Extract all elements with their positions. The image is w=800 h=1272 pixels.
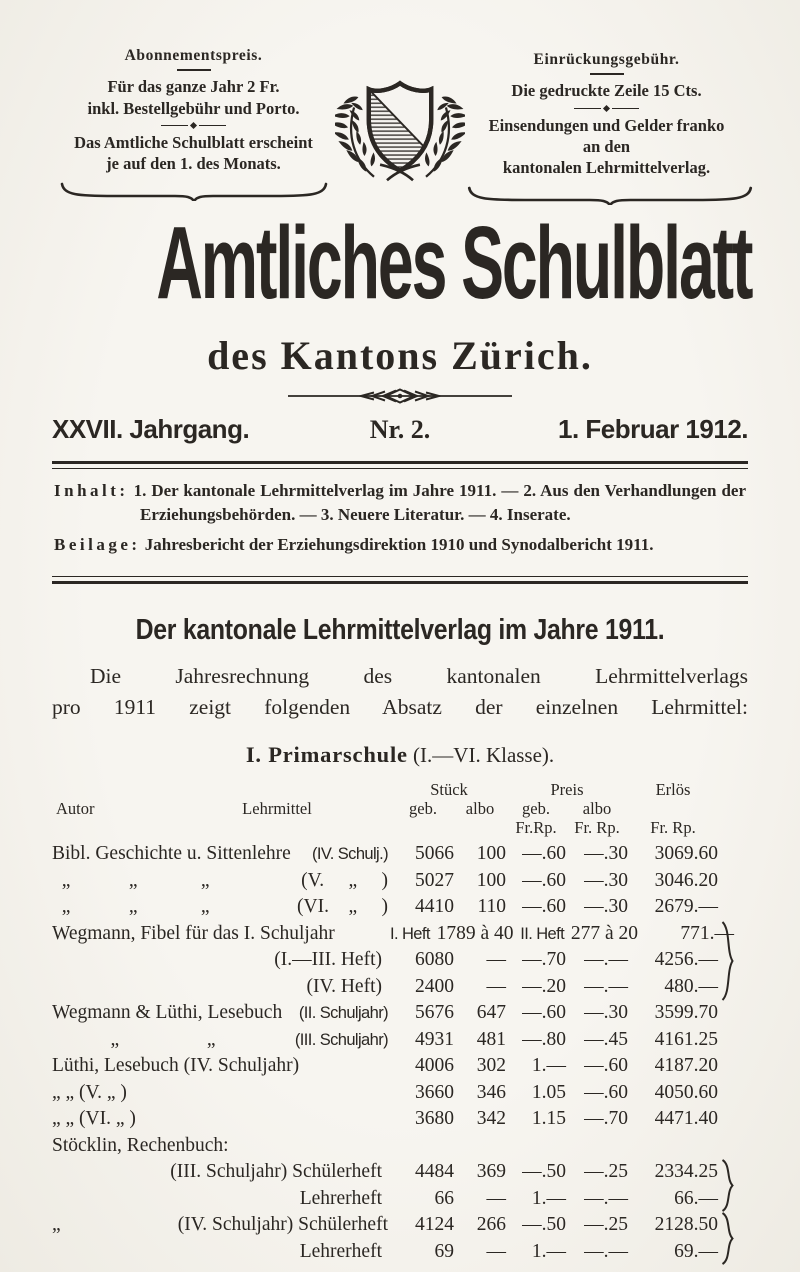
- line-rate: Die gedruckte Zeile 15 Cts.: [511, 81, 702, 101]
- row-klasse: (VI. „ ): [297, 896, 388, 918]
- cell-stueck-geb: 2400: [415, 975, 454, 997]
- cell-stueck-geb: 5676: [415, 1002, 454, 1024]
- col-preis-geb: geb.: [522, 799, 550, 819]
- masthead-top-grid: [52, 46, 748, 205]
- cell-preis-albo: —.60: [584, 1055, 628, 1077]
- cell-stueck-geb: 6080: [415, 949, 454, 971]
- underbrace-ornament: [465, 185, 755, 205]
- row-group-brace: [721, 1159, 734, 1212]
- cell-preis-albo: —.30: [584, 869, 628, 891]
- unit-fr-rp: Fr.Rp.: [515, 818, 557, 838]
- divider-rule: [590, 73, 624, 75]
- cell-stueck-geb: 3680: [415, 1108, 454, 1130]
- cell-stueck-albo: 369: [476, 1161, 506, 1183]
- row-klasse: (III. Schuljahr): [294, 1030, 388, 1049]
- subscription-line-2: inkl. Bestellgebühr und Porto.: [87, 98, 300, 118]
- row-klasse: (V. „ ): [301, 869, 388, 891]
- row-autor: Stöcklin, Rechenbuch:: [52, 1134, 229, 1156]
- cell-erloes: 4161.25: [654, 1028, 718, 1050]
- table-row: [52, 1027, 748, 1054]
- table-header: [52, 780, 748, 837]
- cell-preis-albo: —.—: [584, 949, 628, 971]
- cell-preis-geb: 1.—: [531, 1187, 566, 1209]
- row-label: (IV. Heft): [306, 975, 382, 997]
- cell-preis-albo: —.45: [584, 1028, 628, 1050]
- cell-preis-albo: —.25: [584, 1161, 628, 1183]
- divider-line: [199, 125, 226, 126]
- col-autor: Autor: [56, 799, 95, 819]
- row-label: Lehrerheft: [299, 1187, 382, 1209]
- col-group-stueck: Stück: [430, 780, 468, 800]
- row-label: Lehrerheft: [299, 1240, 382, 1262]
- cell-preis-albo: —.70: [584, 1108, 628, 1130]
- brace-column: [718, 1133, 732, 1160]
- intro-line-2: pro 1911 zeigt folgenden Absatz der einzelnen Lehrmittel:: [52, 694, 748, 719]
- table-of-contents: [52, 469, 748, 566]
- brace-column: [718, 1027, 732, 1054]
- brace-column: [718, 841, 732, 868]
- article: [52, 614, 748, 1265]
- ornament-divider-wrap: [52, 387, 748, 410]
- double-rule-bottom: [52, 576, 748, 584]
- divider-line: [612, 108, 639, 109]
- issue-info-row: [52, 414, 748, 445]
- inhalt-label: Inhalt:: [54, 480, 129, 500]
- cell-preis-geb: —.50: [522, 1214, 566, 1236]
- cell-erloes: 480.—: [664, 975, 718, 997]
- brace-column: [718, 1106, 732, 1133]
- table-row: [52, 947, 748, 974]
- article-intro: [52, 661, 748, 722]
- table-row: [52, 1239, 748, 1266]
- cell-stueck-albo: 266: [476, 1214, 506, 1236]
- cell-erloes: 3069.60: [654, 843, 718, 865]
- divider-dot: [603, 105, 610, 112]
- subscription-price-heading: Abonnementspreis.: [124, 47, 263, 64]
- row-group-brace: [721, 921, 734, 1001]
- table-row: [52, 1159, 748, 1186]
- table-row: [52, 974, 748, 1001]
- brace-column: [718, 868, 732, 895]
- section-heading: [52, 742, 748, 768]
- col-group-preis: Preis: [550, 780, 584, 800]
- volume-label: XXVII. Jahrgang.: [52, 413, 250, 444]
- heft-1-label: I. Heft: [390, 924, 430, 943]
- sales-table: [52, 780, 748, 1265]
- cell-stueck-albo: 481: [476, 1028, 506, 1050]
- subscription-line-1: Für das ganze Jahr 2 Fr.: [107, 77, 280, 97]
- zurich-coat-of-arms-emblem: [335, 46, 465, 205]
- toc-inhalt-line: [54, 479, 746, 527]
- header-group-row: [52, 780, 748, 799]
- brace-column: [718, 1080, 732, 1107]
- inhalt-text: 1. Der kantonale Lehrmittelverlag im Jahre 1911. — 2. Aus den Verhandlungen der Erziehungsbehörden. — 3. Neuere Literatur. — 4. Inserate.: [128, 480, 746, 524]
- col-erloes: Erlös: [655, 780, 691, 800]
- subscription-info-block: [52, 46, 335, 205]
- cell-stueck-albo: 100: [476, 843, 506, 865]
- cell-stueck-albo: —: [486, 975, 506, 997]
- cell-preis-geb: —.60: [522, 843, 566, 865]
- row-autor: Bibl. Geschichte u. Sittenlehre: [52, 843, 291, 865]
- insertion-fee-block: [465, 46, 748, 205]
- cell-stueck-geb: 4006: [415, 1055, 454, 1077]
- table-row: [52, 1000, 748, 1027]
- submission-line-3: kantonalen Lehrmittelverlag.: [502, 158, 711, 178]
- row-label: (III. Schuljahr) Schülerheft: [170, 1161, 382, 1183]
- table-row: [52, 1186, 748, 1213]
- row-autor-ditto: „ „ „: [52, 869, 210, 891]
- cell-erloes: 4256.—: [654, 949, 718, 971]
- cell-preis-albo: —.30: [584, 1002, 628, 1024]
- cell-preis-geb: 1.05: [531, 1081, 566, 1103]
- section-subtitle: (I.—VI. Klasse).: [413, 743, 555, 768]
- beilage-label: Beilage:: [54, 535, 141, 555]
- cell-stueck-geb: 3660: [415, 1081, 454, 1103]
- divider-rule: [177, 69, 211, 71]
- publication-line-1: Das Amtliche Schulblatt erscheint: [74, 133, 313, 153]
- cell-preis-geb: —.60: [522, 896, 566, 918]
- cell-preis-albo: —.30: [584, 896, 628, 918]
- cell-stueck-geb: 66: [434, 1187, 454, 1209]
- cell-stueck-albo: —: [486, 1187, 506, 1209]
- cell-preis-albo: —.60: [584, 1081, 628, 1103]
- cell-preis-albo: —.—: [584, 1187, 628, 1209]
- cell-stueck-geb: 4484: [415, 1161, 454, 1183]
- table-row: [52, 841, 748, 868]
- cell-stueck-albo: —: [486, 949, 506, 971]
- beilage-text: Jahresbericht der Erziehungsdirektion 1910 und Synodalbericht 1911.: [140, 535, 654, 555]
- header-autor-lehrmittel: [52, 799, 392, 818]
- table-row: [52, 921, 748, 948]
- double-rule-top: [52, 461, 748, 469]
- table-row: [52, 1133, 748, 1160]
- cell-erloes: 3599.70: [654, 1002, 718, 1024]
- cell-erloes: 2334.25: [654, 1161, 718, 1183]
- col-lehrmittel: Lehrmittel: [242, 799, 312, 819]
- row-autor-ditto: „ „: [52, 1028, 216, 1050]
- unit-fr-rp: Fr. Rp.: [650, 818, 696, 838]
- divider-dot: [190, 122, 197, 129]
- cell-stueck-albo: —: [486, 1240, 506, 1262]
- cell-erloes: 3046.20: [654, 869, 718, 891]
- masthead-title: Amtliches Schulblatt: [156, 206, 752, 321]
- cell-erloes: 4471.40: [654, 1108, 718, 1130]
- cell-preis-geb: —.80: [522, 1028, 566, 1050]
- heft-2-value: 277 à 20: [570, 922, 638, 944]
- cell-erloes: 2679.—: [654, 896, 718, 918]
- cell-stueck-albo: 100: [476, 869, 506, 891]
- col-preis-albo: albo: [582, 799, 612, 819]
- row-autor-ditto: „ „ (VI. „ ): [52, 1108, 136, 1130]
- cell-stueck-albo: 302: [476, 1055, 506, 1077]
- cell-stueck-albo: 346: [476, 1081, 506, 1103]
- cell-stueck-albo: 342: [476, 1108, 506, 1130]
- article-heading: Der kantonale Lehrmittelverlag im Jahre 1911.: [135, 614, 665, 646]
- table-row: [52, 1080, 748, 1107]
- divider-line: [574, 108, 601, 109]
- row-label: (IV. Schuljahr) Schülerheft: [177, 1214, 388, 1236]
- table-body: [52, 841, 748, 1265]
- submission-line-2: an den: [582, 137, 631, 157]
- table-row: [52, 1053, 748, 1080]
- cell-stueck-geb: 5066: [415, 843, 454, 865]
- unit-fr-rp: Fr. Rp.: [574, 818, 620, 838]
- section-title: I. Primarschule: [245, 742, 408, 768]
- row-group-brace: [721, 1212, 734, 1265]
- table-row: [52, 868, 748, 895]
- masthead: [52, 46, 752, 445]
- cell-stueck-geb: 5027: [415, 869, 454, 891]
- row-klasse: (II. Schuljahr): [298, 1004, 388, 1023]
- intro-line-1: Die Jahresrechnung des kantonalen Lehrmittelverlags: [90, 664, 748, 689]
- cell-stueck-geb: 69: [434, 1240, 454, 1262]
- header-units-row: [52, 818, 748, 837]
- heft-1-value: 1789 à 40: [436, 922, 514, 944]
- cell-preis-albo: —.—: [584, 1240, 628, 1262]
- brace-column: [718, 894, 732, 921]
- cell-erloes: 4187.20: [654, 1055, 718, 1077]
- row-autor: Wegmann & Lüthi, Lesebuch: [52, 1002, 283, 1024]
- row-autor: Lüthi, Lesebuch (IV. Schuljahr): [52, 1055, 300, 1077]
- brace-column: [734, 921, 748, 948]
- divider-line: [161, 125, 188, 126]
- cell-erloes: 4050.60: [654, 1081, 718, 1103]
- cell-preis-geb: 1.—: [531, 1240, 566, 1262]
- cell-preis-geb: —.70: [522, 949, 566, 971]
- masthead-title-wrap: [52, 206, 752, 325]
- cell-erloes: 2128.50: [654, 1214, 718, 1236]
- brace-column: [718, 1053, 732, 1080]
- col-stueck-geb: geb.: [409, 799, 437, 819]
- row-label: (I.—III. Heft): [274, 949, 382, 971]
- ornament-divider: [286, 387, 514, 405]
- toc-beilage-line: [54, 533, 746, 557]
- col-stueck-albo: albo: [465, 799, 495, 819]
- cell-preis-geb: 1.—: [531, 1055, 566, 1077]
- dot-divider: [465, 106, 748, 111]
- row-autor: Wegmann, Fibel für das I. Schuljahr: [52, 922, 335, 944]
- masthead-subtitle: des Kantons Zürich.: [207, 332, 593, 378]
- publication-line-2: je auf den 1. des Monats.: [106, 154, 281, 174]
- brace-column: [718, 1000, 732, 1027]
- cell-preis-geb: 1.15: [531, 1108, 566, 1130]
- insertion-fee-heading: Einrückungsgebühr.: [533, 51, 680, 68]
- cell-stueck-geb: 4124: [415, 1214, 454, 1236]
- row-heft-details: [382, 921, 642, 948]
- cell-preis-geb: —.50: [522, 1161, 566, 1183]
- header-sub-row: [52, 799, 748, 818]
- row-klasse: (IV. Schulj.): [312, 845, 388, 864]
- table-row: [52, 894, 748, 921]
- cell-erloes: 66.—: [674, 1187, 718, 1209]
- dot-divider: [52, 123, 335, 128]
- cell-erloes: 69.—: [674, 1240, 718, 1262]
- row-autor-ditto: „ „ „: [52, 896, 210, 918]
- submission-line-1: Einsendungen und Gelder franko: [488, 115, 725, 135]
- row-autor-ditto: „ „ (V. „ ): [52, 1081, 127, 1103]
- cell-preis-geb: —.20: [522, 975, 566, 997]
- underbrace-ornament: [58, 181, 330, 201]
- heft-2-label: II. Heft: [520, 924, 565, 943]
- cell-preis-albo: —.30: [584, 843, 628, 865]
- cell-stueck-albo: 647: [476, 1002, 506, 1024]
- issue-date: 1. Februar 1912.: [558, 413, 748, 444]
- issue-number: Nr. 2.: [369, 414, 431, 444]
- cell-stueck-geb: 4410: [415, 896, 454, 918]
- cell-erloes: 771.—: [680, 922, 734, 944]
- cell-stueck-geb: 4931: [415, 1028, 454, 1050]
- cell-preis-albo: —.—: [584, 975, 628, 997]
- table-row: [52, 1106, 748, 1133]
- table-row: [52, 1212, 748, 1239]
- cell-preis-geb: —.60: [522, 869, 566, 891]
- cell-preis-geb: —.60: [522, 1002, 566, 1024]
- cell-stueck-albo: 110: [477, 896, 506, 918]
- cell-preis-albo: —.25: [584, 1214, 628, 1236]
- row-ditto: „: [52, 1214, 61, 1236]
